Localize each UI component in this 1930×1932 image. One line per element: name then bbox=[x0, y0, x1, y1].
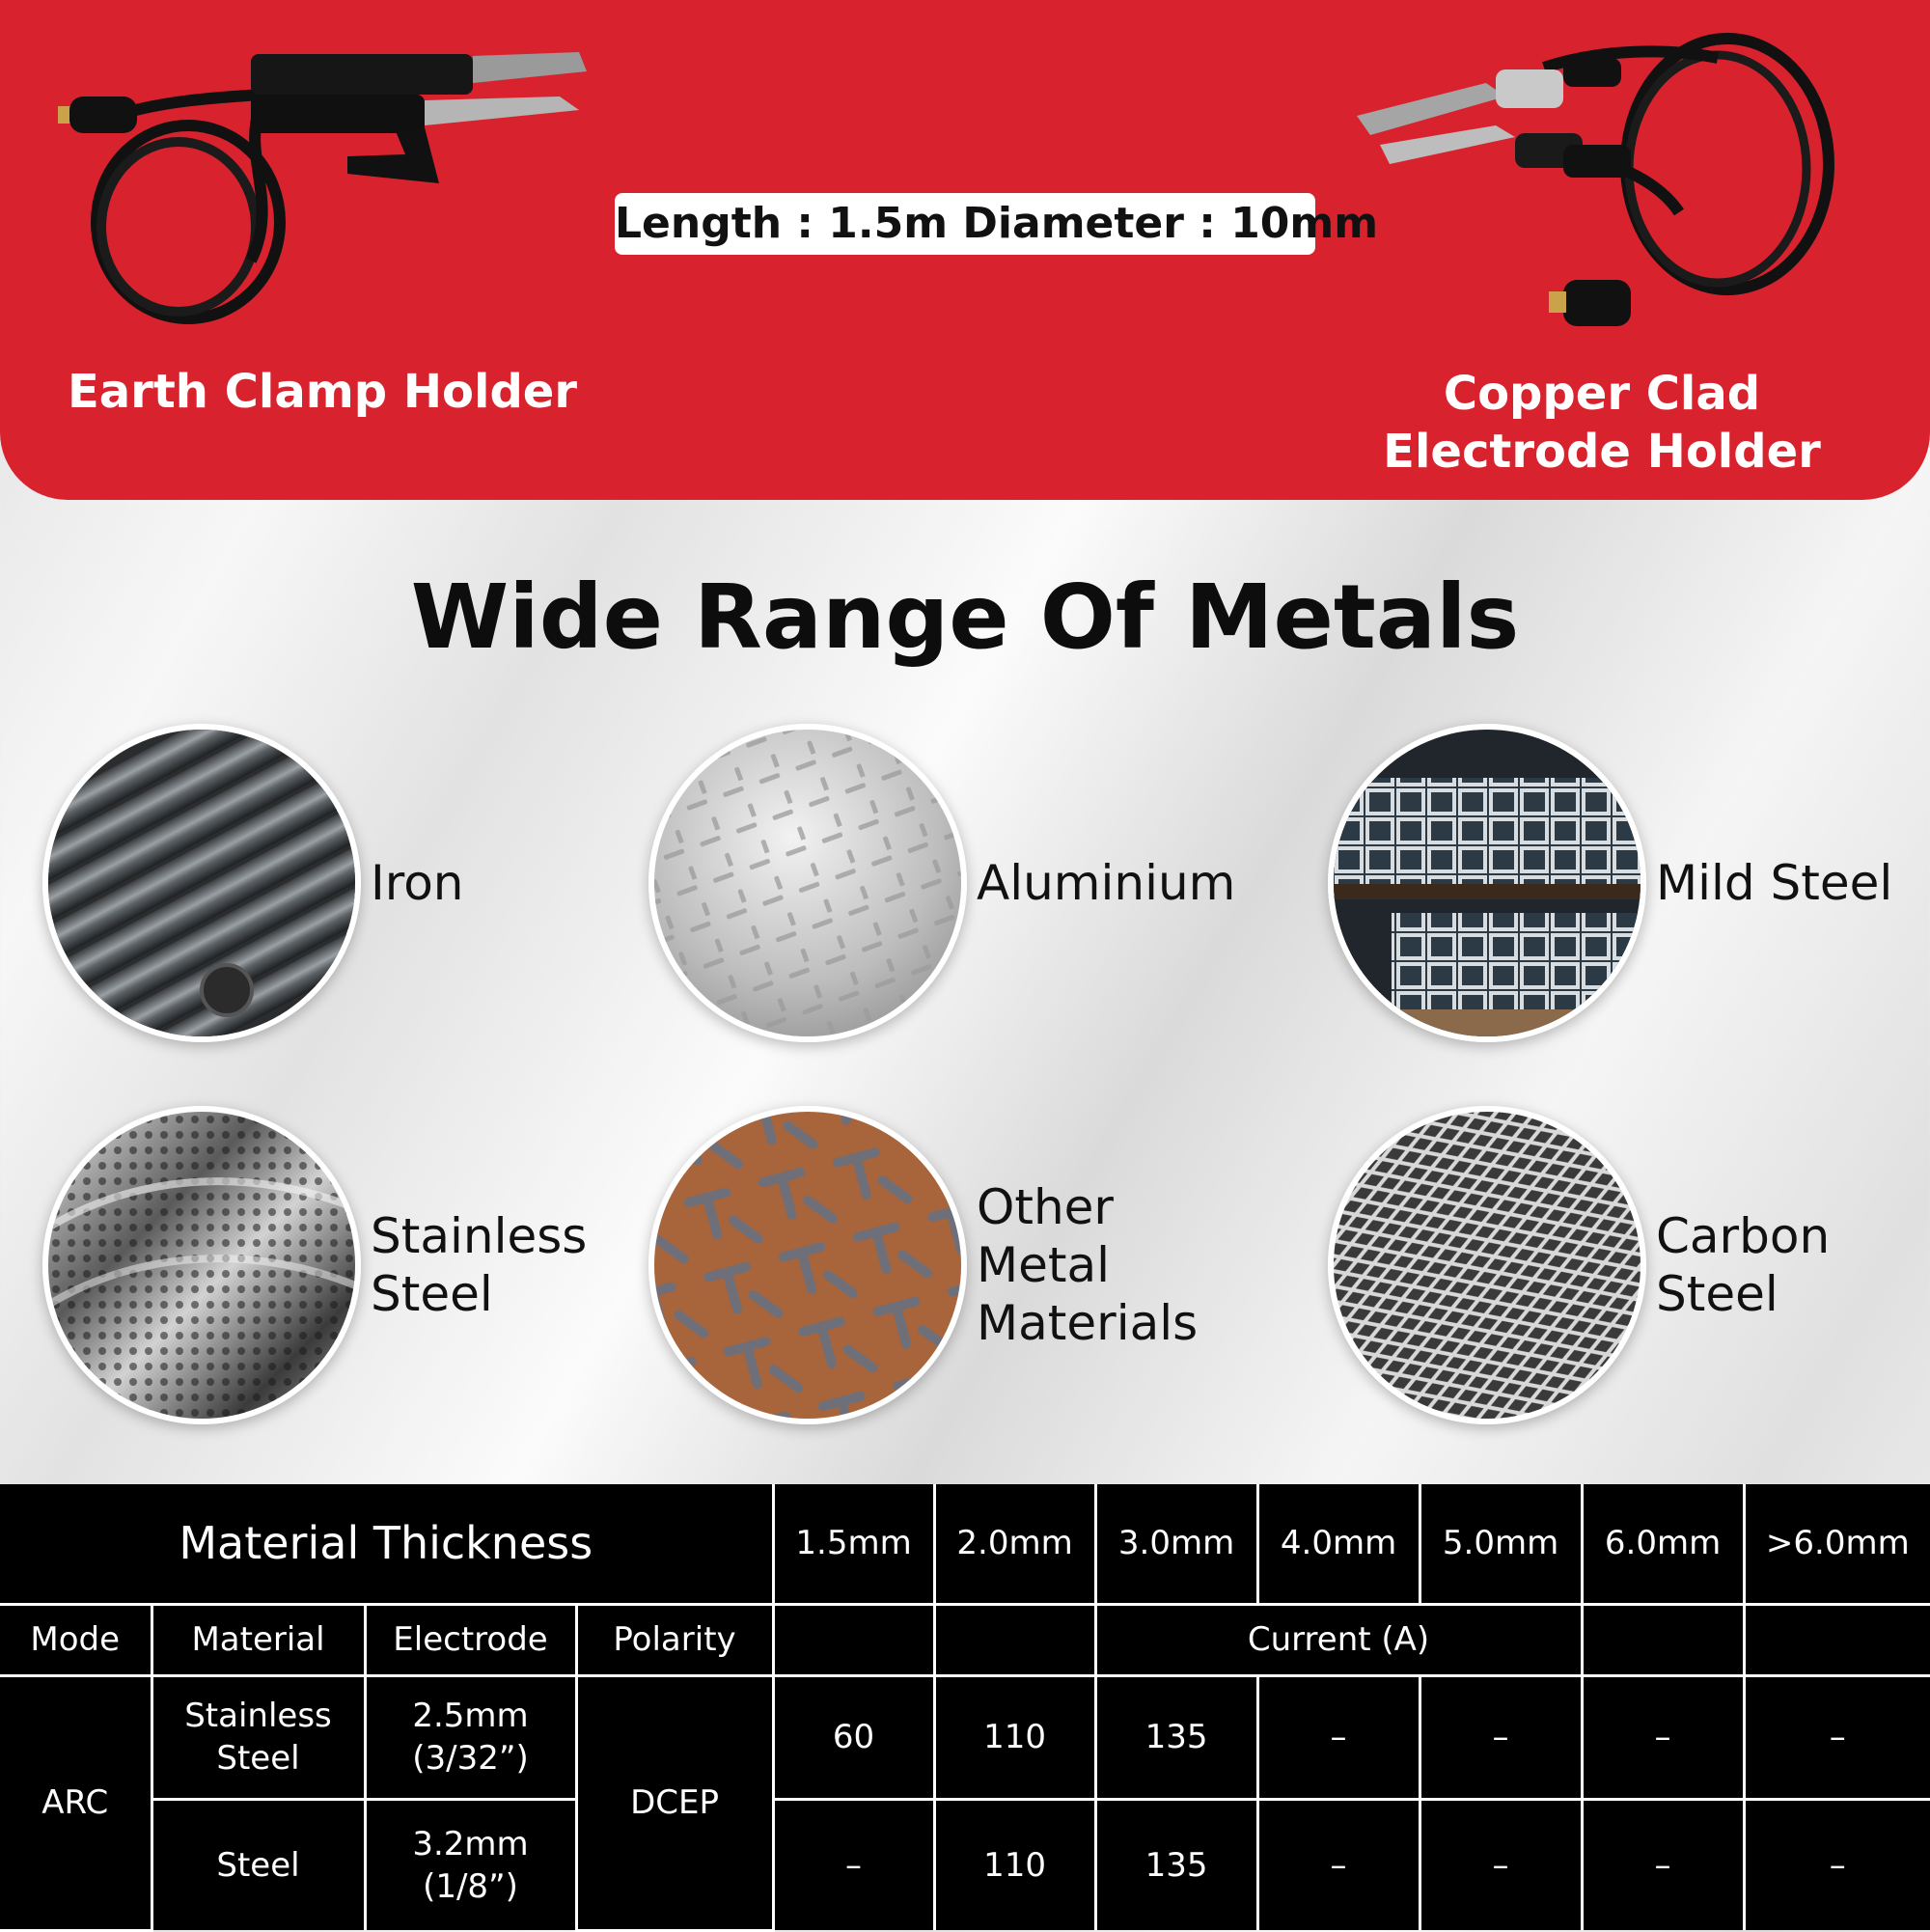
current-cell: 135 bbox=[1095, 1799, 1257, 1930]
electrode-column-header: Electrode bbox=[365, 1604, 576, 1675]
expanded-mesh-image bbox=[1328, 1106, 1646, 1424]
perforated-sheet-image bbox=[42, 1106, 361, 1424]
thickness-header: 4.0mm bbox=[1257, 1484, 1420, 1604]
current-cell: 110 bbox=[934, 1675, 1095, 1799]
current-cell: – bbox=[1744, 1799, 1930, 1930]
current-table bbox=[0, 1484, 1930, 1932]
thickness-header: 5.0mm bbox=[1420, 1484, 1582, 1604]
polarity-column-header: Polarity bbox=[576, 1604, 773, 1675]
material-thickness-header: Material Thickness bbox=[0, 1484, 773, 1604]
welding-current-table bbox=[0, 1484, 1930, 1930]
thickness-header: >6.0mm bbox=[1744, 1484, 1930, 1604]
mode-column-header: Mode bbox=[0, 1604, 152, 1675]
earth-clamp-holder-image bbox=[58, 39, 598, 357]
current-cell: – bbox=[1257, 1675, 1420, 1799]
current-cell: – bbox=[773, 1799, 934, 1930]
earth-clamp-holder-label: Earth Clamp Holder bbox=[68, 365, 578, 419]
current-cell: – bbox=[1744, 1675, 1930, 1799]
page-title: Wide Range Of Metals bbox=[410, 566, 1520, 669]
metal-item-aluminium bbox=[648, 724, 1247, 1042]
thickness-header: 6.0mm bbox=[1582, 1484, 1744, 1604]
steel-tubes-image bbox=[1328, 724, 1646, 1042]
metal-name: Carbon Steel bbox=[1656, 1208, 1831, 1322]
empty-cell bbox=[1582, 1604, 1744, 1675]
rusty-tread-plate-image bbox=[648, 1106, 967, 1424]
electrode-cell: 3.2mm (1/8”) bbox=[365, 1799, 576, 1930]
current-cell: – bbox=[1420, 1675, 1582, 1799]
electrode-holder-label: Copper Clad Electrode Holder bbox=[1383, 367, 1821, 479]
table-row bbox=[0, 1799, 1930, 1930]
metal-item-stainless-steel bbox=[42, 1106, 641, 1424]
current-cell: – bbox=[1257, 1799, 1420, 1930]
empty-cell bbox=[934, 1604, 1095, 1675]
mode-cell: ARC bbox=[0, 1675, 152, 1930]
current-column-header: Current (A) bbox=[1095, 1604, 1582, 1675]
thickness-header: 2.0mm bbox=[934, 1484, 1095, 1604]
thickness-header: 3.0mm bbox=[1095, 1484, 1257, 1604]
metal-item-carbon-steel bbox=[1328, 1106, 1926, 1424]
material-column-header: Material bbox=[152, 1604, 365, 1675]
metal-item-mild-steel bbox=[1328, 724, 1926, 1042]
electrode-cell: 2.5mm (3/32”) bbox=[365, 1675, 576, 1799]
empty-cell bbox=[1744, 1604, 1930, 1675]
metal-name: Other Metal Materials bbox=[977, 1179, 1199, 1351]
metal-name: Iron bbox=[371, 855, 464, 911]
metal-name: Stainless Steel bbox=[371, 1208, 588, 1322]
metal-item-iron bbox=[42, 724, 641, 1042]
thickness-header: 1.5mm bbox=[773, 1484, 934, 1604]
current-cell: 135 bbox=[1095, 1675, 1257, 1799]
current-cell: – bbox=[1582, 1675, 1744, 1799]
checker-plate-image bbox=[648, 724, 967, 1042]
current-cell: – bbox=[1582, 1799, 1744, 1930]
cable-spec-badge: Length : 1.5m Diameter : 10mm bbox=[615, 193, 1315, 255]
metal-name: Mild Steel bbox=[1656, 855, 1893, 911]
red-banner bbox=[0, 0, 1930, 500]
metal-name: Aluminium bbox=[977, 855, 1236, 911]
rebar-image bbox=[42, 724, 361, 1042]
metal-item-other-metal-materials bbox=[648, 1106, 1247, 1424]
material-cell: Stainless Steel bbox=[152, 1675, 365, 1799]
current-cell: – bbox=[1420, 1799, 1582, 1930]
material-cell: Steel bbox=[152, 1799, 365, 1930]
table-row bbox=[0, 1675, 1930, 1799]
electrode-holder-image bbox=[1351, 19, 1853, 338]
current-cell: 60 bbox=[773, 1675, 934, 1799]
current-cell: 110 bbox=[934, 1799, 1095, 1930]
empty-cell bbox=[773, 1604, 934, 1675]
polarity-cell: DCEP bbox=[576, 1675, 773, 1930]
